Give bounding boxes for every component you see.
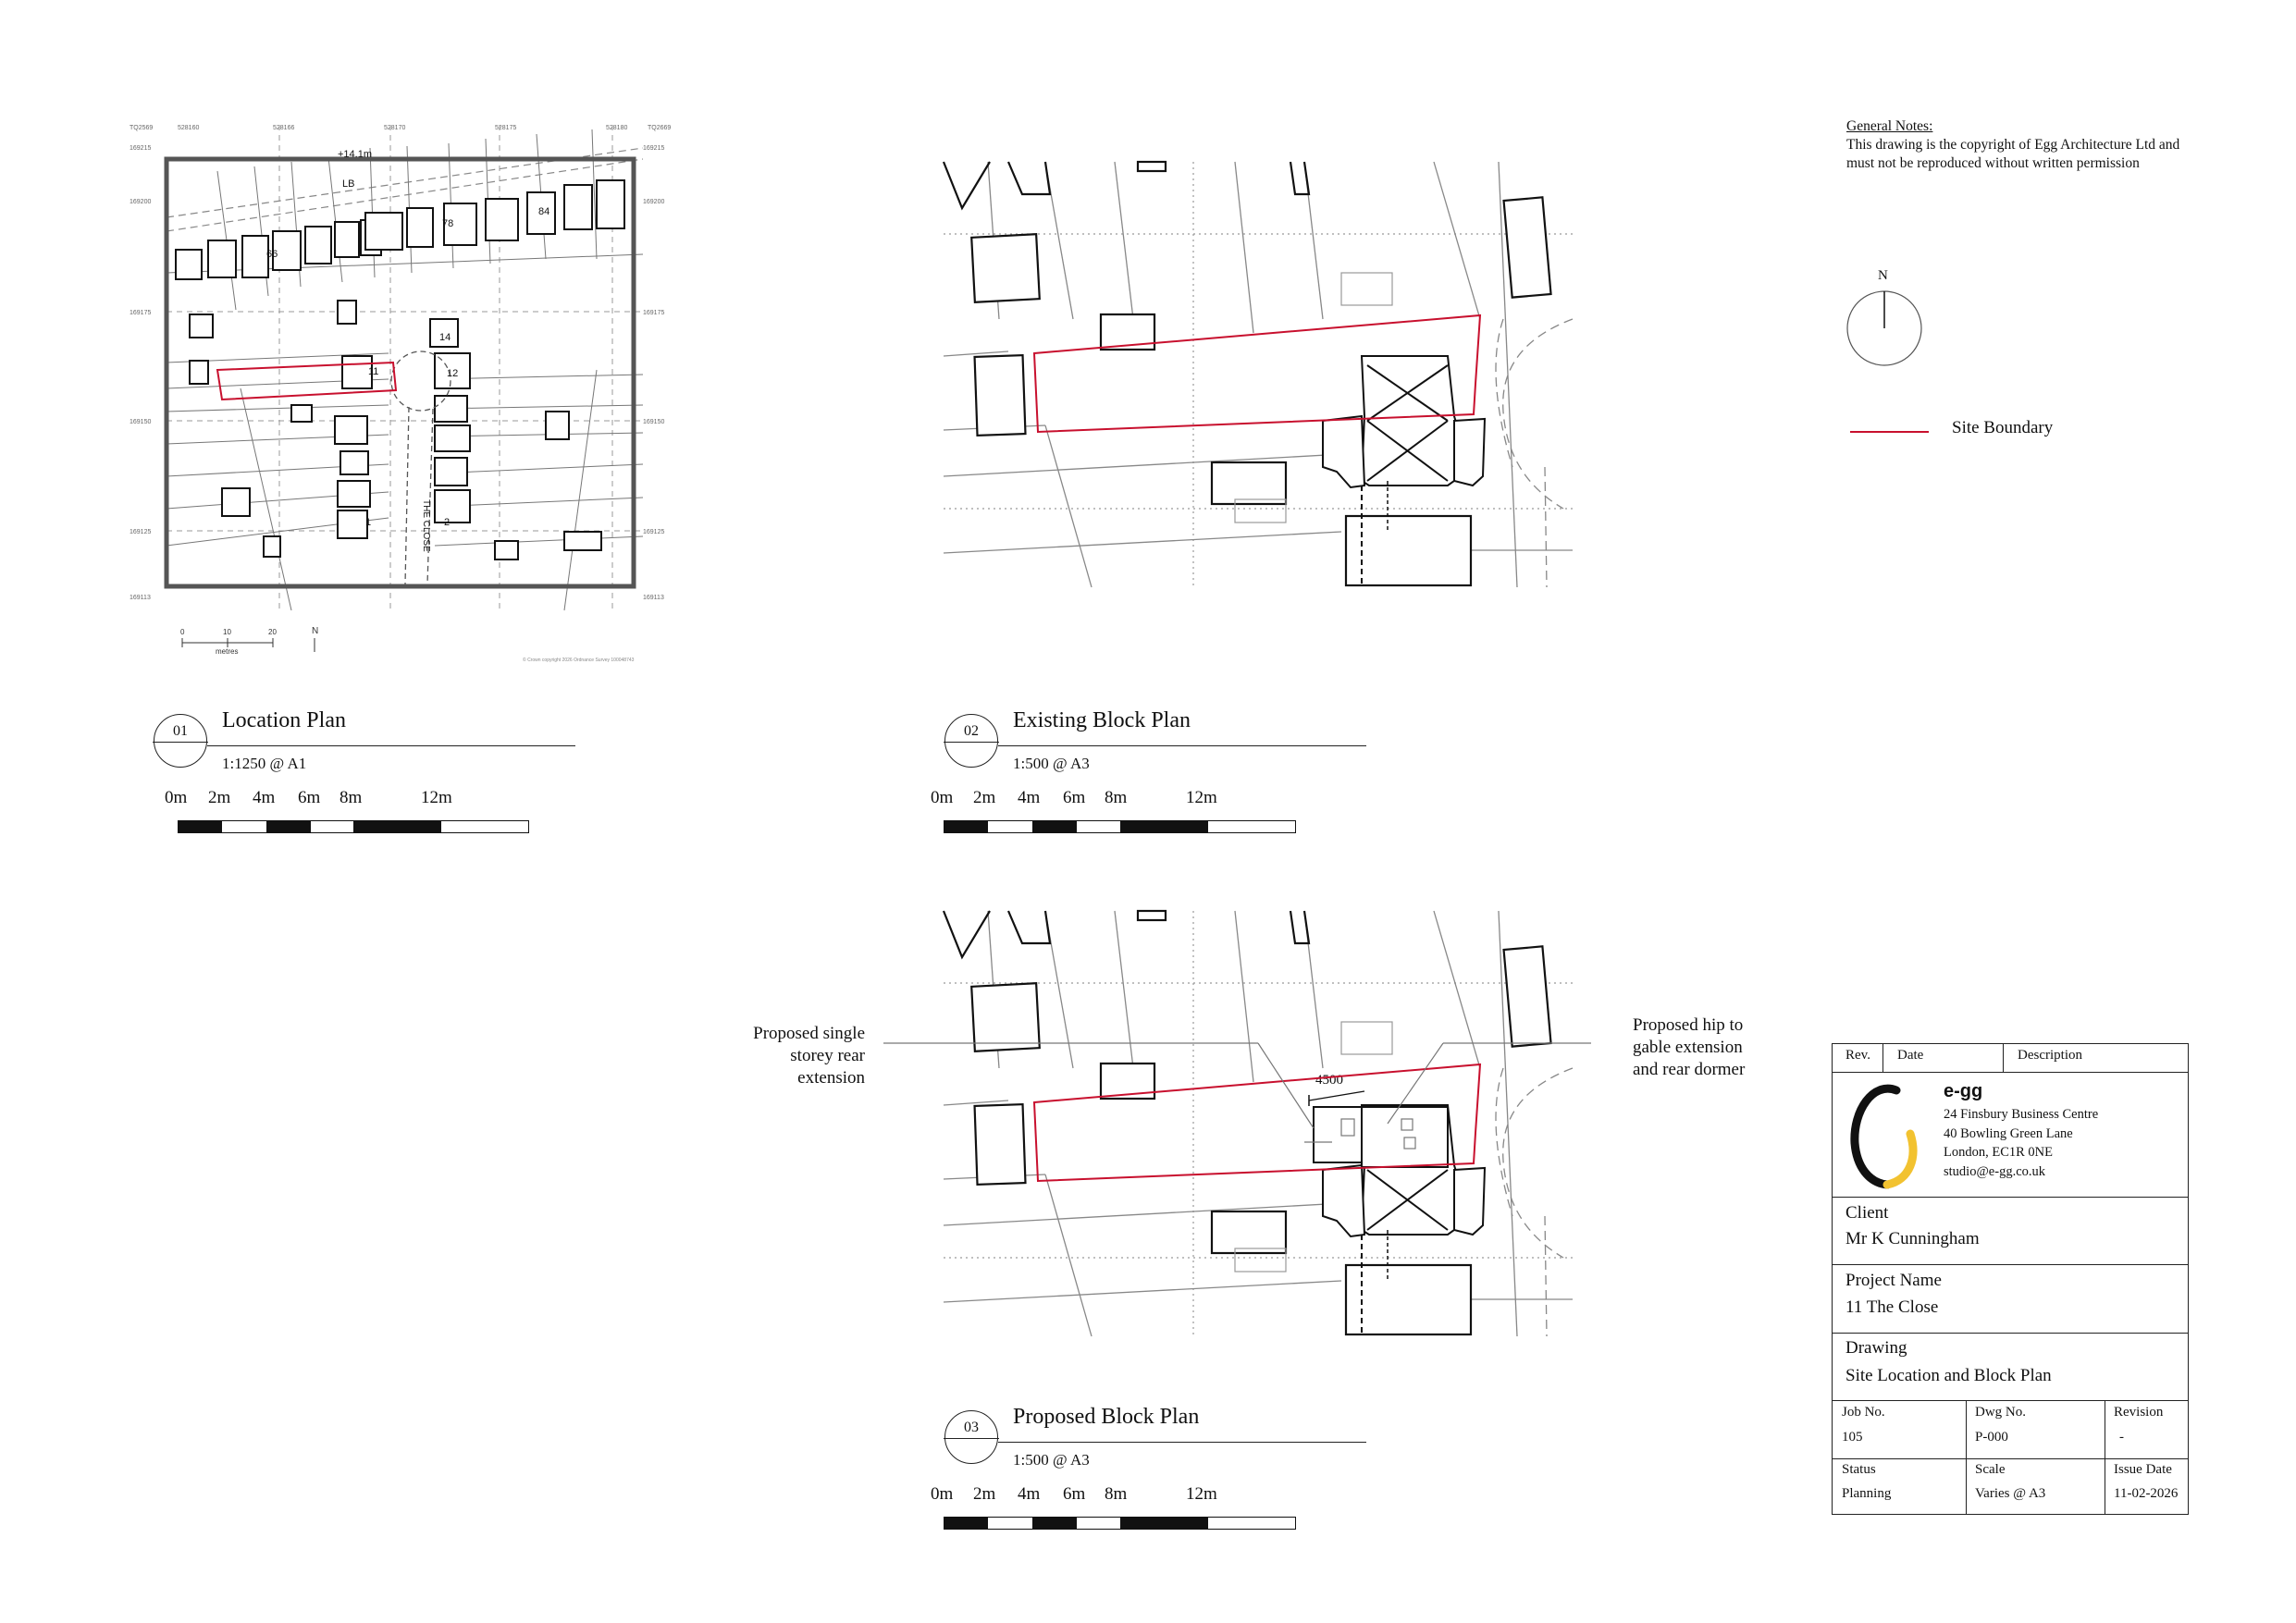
scalebar	[944, 1517, 1296, 1530]
grid-label: 169200	[643, 199, 665, 205]
general-notes-heading: General Notes:	[1846, 118, 1933, 134]
legend-site-boundary-label: Site Boundary	[1952, 418, 2054, 437]
house-number: 11	[368, 366, 379, 377]
revision-value: -	[2119, 1430, 2124, 1445]
company-logo	[1845, 1083, 1929, 1194]
annotation-hip-to-gable: Proposed hip to gable extension and rear dormer	[1633, 1015, 1746, 1079]
drawing-number-circle: 02	[944, 714, 998, 768]
drawing-scale: 1:500 @ A3	[1013, 1451, 1090, 1469]
north-label: N	[1878, 268, 1888, 283]
map-scale-label: 10	[223, 628, 231, 636]
house-number: 78	[442, 218, 454, 229]
grid-label: 169175	[643, 310, 665, 316]
grid-label: 528175	[495, 125, 517, 131]
company-name: e-gg	[1944, 1081, 1983, 1101]
title-block	[1832, 1043, 2189, 1515]
house-number: 84	[538, 206, 550, 217]
dwg-no-label: Dwg No.	[1975, 1405, 2026, 1420]
client-value: Mr K Cunningham	[1845, 1229, 1980, 1248]
drawing-number-circle: 03	[944, 1410, 998, 1464]
status-label: Status	[1842, 1462, 1876, 1477]
street-name: THE CLOSE	[421, 499, 431, 552]
house-number: 14	[439, 332, 451, 343]
scale-label: Scale	[1975, 1462, 2006, 1477]
drawing-scale: 1:500 @ A3	[1013, 755, 1090, 772]
lb-label: LB	[342, 178, 355, 190]
rev-header: Rev.	[1845, 1048, 1870, 1063]
north-arrow-icon	[1845, 289, 1929, 373]
scale-value: Varies @ A3	[1975, 1486, 2046, 1501]
grid-label: 528166	[273, 125, 295, 131]
map-north: N	[312, 626, 319, 636]
grid-label: 169175	[130, 310, 152, 316]
grid-label: 528180	[606, 125, 628, 131]
spot-height: +14.1m	[338, 149, 372, 160]
job-no-value: 105	[1842, 1430, 1863, 1445]
house-number: 12	[447, 368, 459, 379]
map-copyright: © Crown copyright 2026 Ordnance Survey 100048743	[523, 658, 635, 663]
project-label: Project Name	[1845, 1271, 1942, 1290]
date-header: Date	[1897, 1048, 1924, 1063]
grid-label: 169113	[643, 595, 664, 601]
company-address: 24 Finsbury Business Centre 40 Bowling Green Lane London, EC1R 0NE studio@e-gg.co.uk	[1944, 1107, 2099, 1179]
drawing-title: Proposed Block Plan	[1013, 1405, 1200, 1429]
grid-label: 169215	[643, 145, 665, 152]
grid-label: 169125	[130, 529, 152, 535]
dimension-label: 4500	[1315, 1073, 1343, 1088]
grid-label: 169113	[130, 595, 151, 601]
grid-label: TQ2669	[648, 125, 672, 131]
grid-label: 169150	[130, 419, 152, 425]
drawing-label: Drawing	[1845, 1338, 1907, 1358]
grid-label: 169215	[130, 145, 152, 152]
grid-label: TQ2569	[130, 125, 154, 131]
job-no-label: Job No.	[1842, 1405, 1885, 1420]
drawing-scale: 1:1250 @ A1	[222, 755, 307, 772]
issue-date-label: Issue Date	[2114, 1462, 2172, 1477]
annotation-rear-extension: Proposed single storey rear extension	[753, 1024, 865, 1088]
issue-date-value: 11-02-2026	[2114, 1486, 2179, 1501]
drawing-value: Site Location and Block Plan	[1845, 1366, 2052, 1385]
house-number: 1	[365, 517, 372, 528]
dwg-no-value: P-000	[1975, 1430, 2008, 1445]
legend-site-boundary-swatch	[1850, 431, 1929, 433]
grid-label: 169200	[130, 199, 152, 205]
scalebar	[178, 820, 529, 833]
revision-label: Revision	[2114, 1405, 2164, 1420]
grid-label: 528160	[178, 125, 200, 131]
client-label: Client	[1845, 1203, 1889, 1223]
drawing-title: Location Plan	[222, 708, 346, 732]
grid-label: 169150	[643, 419, 665, 425]
map-scale-label: 0	[180, 628, 185, 636]
drawing-number-circle: 01	[154, 714, 207, 768]
grid-label: 528170	[384, 125, 406, 131]
house-number: 66	[266, 249, 278, 260]
drawing-title: Existing Block Plan	[1013, 708, 1191, 732]
grid-label: 169125	[643, 529, 665, 535]
general-notes	[1846, 117, 2198, 173]
general-notes-text: This drawing is the copyright of Egg Architecture Ltd and must not be reproduced without written permission	[1846, 137, 2180, 171]
map-scale-unit: metres	[216, 647, 239, 656]
house-number: 2	[444, 517, 451, 528]
scalebar	[944, 820, 1296, 833]
status-value: Planning	[1842, 1486, 1892, 1501]
map-scale-label: 20	[268, 628, 277, 636]
project-value: 11 The Close	[1845, 1297, 1939, 1317]
description-header: Description	[2018, 1048, 2082, 1063]
